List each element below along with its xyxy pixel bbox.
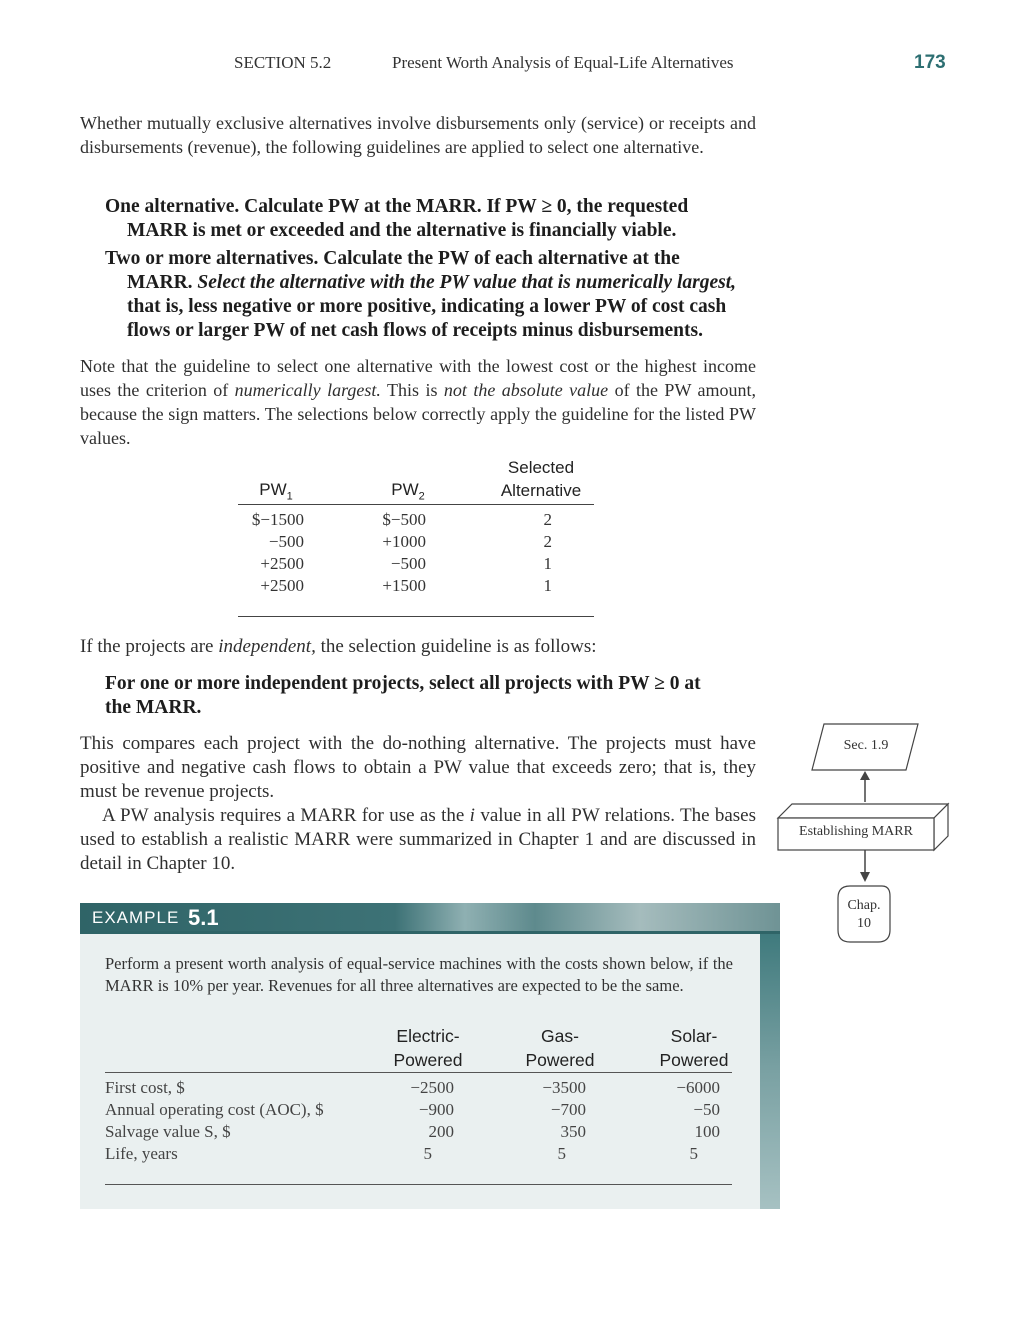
col-head-gas — [512, 1024, 608, 1072]
example-table-header-rule — [105, 1072, 732, 1073]
row-label-first-cost: First cost, $ — [105, 1078, 185, 1097]
example-side-strip — [760, 934, 780, 1209]
pw-table-bottom-rule — [238, 616, 594, 617]
col-head-electric-line2: Powered — [393, 1050, 463, 1070]
cell-electric: −900 — [418, 1100, 454, 1119]
marr-box-label: Establishing MARR — [799, 824, 913, 839]
pw2-cell: +1500 — [382, 576, 426, 595]
example-banner — [80, 903, 780, 933]
note-paragraph — [80, 354, 756, 450]
guideline-ind-line2: the MARR. — [105, 697, 202, 718]
cell-solar: −50 — [693, 1100, 720, 1119]
selected-header-line1: Selected — [507, 458, 575, 477]
col-head-gas-line1: Gas- — [541, 1026, 579, 1046]
example-number: 5.1 — [188, 905, 219, 930]
guideline-two-line1: Two or more alternatives. Calculate the PW of each alternative at the — [105, 248, 680, 269]
guideline-two-italic: Select the alternative with the PW value that is numerically largest, — [197, 272, 737, 293]
arrow-down-head — [860, 872, 870, 882]
independent-tail: the selection guideline is as follows: — [320, 636, 597, 657]
pw2-header-sub: 2 — [418, 490, 425, 503]
guideline-one-alternative — [105, 195, 756, 243]
cell-solar: −6000 — [676, 1078, 720, 1097]
selected-cell: 2 — [543, 510, 552, 529]
pw2-header — [368, 480, 448, 502]
pw2-cell: −500 — [390, 554, 426, 573]
example-label: EXAMPLE — [92, 908, 180, 927]
independent-sentence — [80, 635, 756, 659]
pw1-header-text: PW — [259, 480, 287, 499]
pw2-cell: $−500 — [382, 510, 426, 529]
guideline-two-marr: MARR. — [127, 272, 193, 293]
example-table-bottom-rule — [105, 1184, 732, 1185]
sec-box-label: Sec. 1.9 — [843, 738, 889, 753]
marr-paragraph — [80, 804, 756, 876]
pw2-cell: +1000 — [382, 532, 426, 551]
selected-cell: 1 — [543, 554, 552, 573]
cell-gas: −700 — [550, 1100, 586, 1119]
pw1-cell: $−1500 — [251, 510, 304, 529]
selected-alternative-header — [488, 456, 594, 502]
independent-italic: independent, — [218, 636, 316, 657]
page-number: 173 — [914, 52, 946, 73]
cell-gas: 5 — [557, 1144, 566, 1163]
pw-table-header-rule — [238, 504, 594, 505]
pw1-cell: −500 — [268, 532, 304, 551]
marr-italic-i: i — [469, 805, 475, 826]
note-part1: Note that the guideline to select one alternative with the lowest cost or the highest income uses the criterion of — [80, 356, 756, 400]
guideline-one-line1: One alternative. Calculate PW at the MARR. If PW ≥ 0, the requested — [105, 196, 689, 217]
selected-header-line2: Alternative — [500, 481, 582, 500]
note-part3: of the PW amount, because the sign matters. The selections below correctly apply the guideline for the listed PW values. — [80, 380, 757, 448]
row-label-life: Life, years — [105, 1144, 178, 1163]
marr-tail: value in all PW relations. The bases used to establish a realistic MARR were summarized in Chapter 1 and are discussed in detail in Chapter 10. — [80, 805, 757, 874]
pw1-header — [238, 480, 314, 502]
col-head-solar-line2: Powered — [659, 1050, 729, 1070]
pw1-header-sub: 1 — [286, 490, 293, 503]
selected-cell: 2 — [543, 532, 552, 551]
chap-label-line2: 10 — [857, 916, 871, 931]
cell-gas: 350 — [560, 1122, 586, 1141]
section-label: SECTION 5.2 — [234, 53, 332, 72]
note-part2: This is — [387, 380, 438, 400]
independent-lead: If the projects are — [80, 636, 214, 657]
cell-solar: 100 — [694, 1122, 720, 1141]
selected-cell: 1 — [543, 576, 552, 595]
running-title: Present Worth Analysis of Equal-Life Alternatives — [392, 53, 734, 72]
guideline-independent — [105, 672, 756, 720]
cell-electric: 5 — [423, 1144, 432, 1163]
col-head-electric-line1: Electric- — [396, 1026, 460, 1046]
col-head-electric — [380, 1024, 476, 1072]
col-head-solar — [646, 1024, 742, 1072]
cell-electric: 200 — [428, 1122, 454, 1141]
chap-label-line1: Chap. — [847, 898, 881, 913]
marr-box-top — [778, 804, 948, 818]
intro-paragraph: Whether mutually exclusive alternatives involve disbursements only (service) or receipts and disbursements (revenue), the following guidelines are applied to select one alternative. — [80, 113, 756, 157]
pw2-header-text: PW — [391, 480, 419, 499]
pw1-cell: +2500 — [260, 554, 304, 573]
note-italic1: numerically largest. — [234, 380, 381, 400]
cell-solar: 5 — [689, 1144, 698, 1163]
guideline-two-line2 — [105, 271, 756, 295]
row-label-salvage: Salvage value S, $ — [105, 1122, 231, 1141]
guideline-two-line3: that is, less negative or more positive, indicating a lower PW of cost cash — [127, 296, 727, 317]
marr-lead: A PW analysis requires a MARR for use as the — [102, 805, 465, 826]
guideline-two-line4: flows or larger PW of net cash flows of receipts minus disbursements. — [127, 320, 703, 341]
guideline-one-line2: MARR is met or exceeded and the alternative is financially viable. — [127, 220, 677, 241]
cell-electric: −2500 — [410, 1078, 454, 1097]
arrow-up-head — [860, 771, 870, 780]
row-label-aoc: Annual operating cost (AOC), $ — [105, 1100, 324, 1119]
guideline-two-alternatives — [105, 247, 756, 343]
guideline-ind-line1: For one or more independent projects, select all projects with PW ≥ 0 at — [105, 673, 701, 694]
cell-gas: −3500 — [542, 1078, 586, 1097]
example-problem-text: Perform a present worth analysis of equal-service machines with the costs shown below, if the MARR is 10% per year. Revenues for all three alternatives are expected to be the same. — [105, 954, 733, 995]
compare-paragraph: This compares each project with the do-nothing alternative. The projects must have positive and negative cash flows to obtain a PW value that exceeds zero; that is, they must be revenue projects. — [80, 733, 756, 802]
note-italic2: not the absolute value — [443, 380, 609, 400]
pw1-cell: +2500 — [260, 576, 304, 595]
col-head-solar-line1: Solar- — [670, 1026, 718, 1046]
col-head-gas-line2: Powered — [525, 1050, 595, 1070]
chap-box-label — [838, 897, 890, 933]
